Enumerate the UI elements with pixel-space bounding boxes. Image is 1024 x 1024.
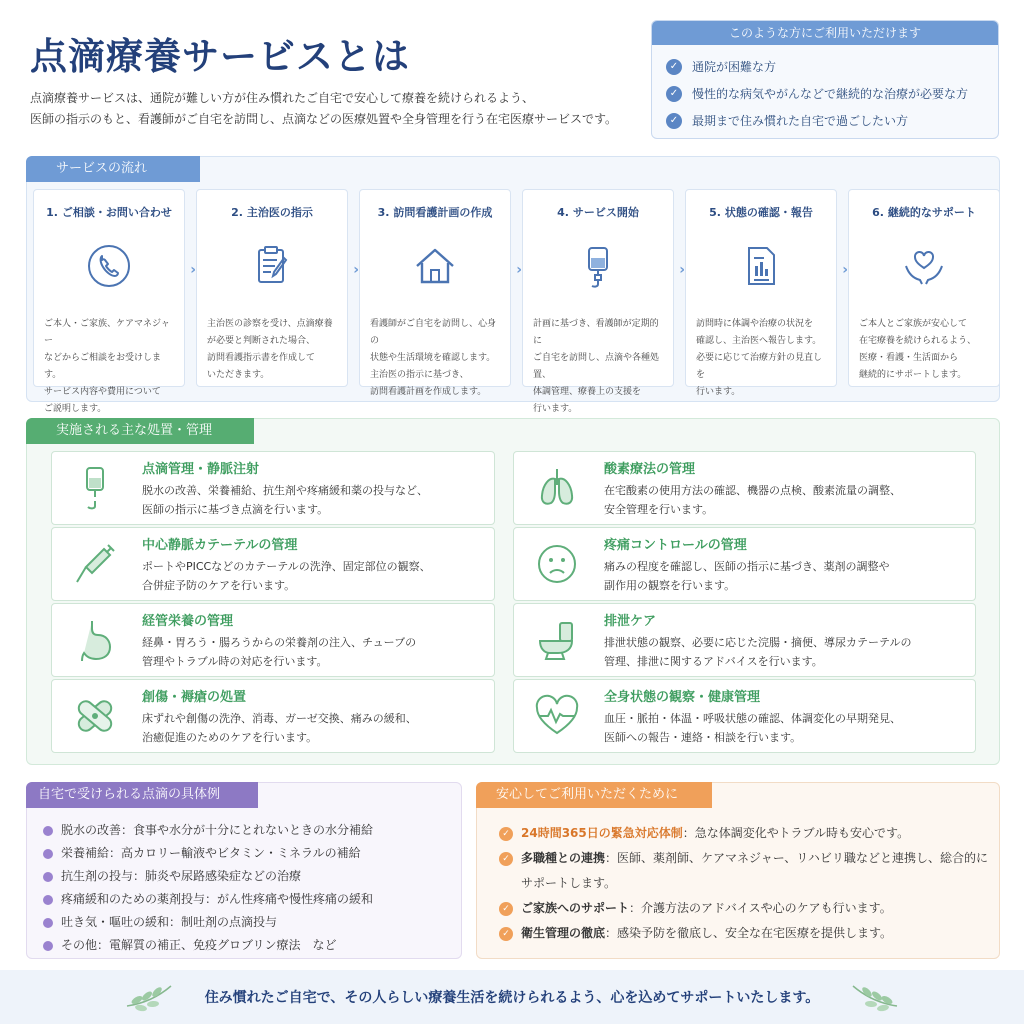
footer-banner	[0, 970, 1024, 1024]
detail-text: ：感染予防を徹底し、安全な在宅医療を提供します。	[605, 926, 893, 940]
step-line: 計画に基づき、看護師が定期的に	[533, 319, 659, 346]
chevron-right-icon: ›	[842, 262, 848, 278]
treatment-description	[142, 709, 417, 747]
step-line: 行います。	[533, 404, 578, 414]
intro-line: 医師の指示のもと、看護師がご自宅を訪問し、点滴などの医療処置や全身管理を行う在宅医療サービスです。	[30, 112, 618, 126]
section-heading: 安心してご利用いただくために	[476, 782, 712, 808]
step-line: ご本人・ご家族、ケアマネジャー	[44, 319, 170, 346]
treatment-card	[513, 679, 976, 753]
treatment-title: 創傷・褥瘡の処置	[142, 689, 247, 705]
section-heading: 実施される主な処置・管理	[26, 418, 254, 444]
step-line: 訪問看護指示書を作成して	[207, 353, 316, 363]
step-description	[360, 316, 510, 401]
treatment-line: 排泄状態の観察、必要に応じた浣腸・摘便、導尿カテーテルの	[604, 635, 912, 649]
treatment-line: 血圧・脈拍・体温・呼吸状態の確認、体調変化の早期発見、	[604, 711, 901, 725]
list-item-label: 疼痛緩和のための薬剤投与：がん性疼痛や慢性疼痛の緩和	[61, 892, 374, 906]
step-line: 在宅療養を続けられるよう、	[859, 336, 977, 346]
check-icon: ✓	[499, 852, 513, 866]
step-line: ご本人とご家族が安心して	[859, 319, 968, 329]
list-item-label: 脱水の改善：食事や水分が十分にとれないときの水分補給	[61, 823, 374, 837]
treatment-description	[604, 709, 901, 747]
treatment-card	[513, 603, 976, 677]
clipboard-icon	[248, 242, 296, 290]
detail-text: ：医師、薬剤師、ケアマネジャー、リハビリ職などと連携し、総合的にサポートします。	[521, 851, 988, 890]
step-title: 5. 状態の確認・報告	[709, 206, 813, 219]
leaf-branch-icon	[123, 980, 177, 1014]
treatment-title: 酸素療法の管理	[604, 461, 696, 477]
step-title: 6. 継続的なサポート	[872, 206, 976, 219]
list-item-label	[521, 921, 892, 946]
step-line: 体調管理、療養上の支援を	[533, 387, 642, 397]
treatment-line: 安全管理を行います。	[604, 502, 714, 516]
treatments-grid	[51, 451, 976, 753]
step-title: 1. ご相談・お問い合わせ	[46, 206, 172, 219]
leaf-branch-icon	[847, 980, 901, 1014]
bullet-icon	[43, 918, 53, 928]
treatment-title: 排泄ケア	[604, 613, 657, 629]
step-description	[686, 316, 836, 401]
flow-step	[685, 189, 848, 397]
treatment-line: ポートやPICCなどのカテーテルの洗浄、固定部位の観察、	[142, 559, 431, 573]
step-title: 3. 訪問看護計画の作成	[377, 206, 493, 219]
list-item-label: 吐き気・嘔吐の緩和：制吐剤の点滴投与	[61, 915, 278, 929]
treatment-card	[51, 451, 495, 525]
step-line: 訪問時に体調や治療の状況を	[696, 319, 814, 329]
page-title: 点滴療養サービスとは	[30, 34, 410, 78]
list-item-label: 抗生剤の投与：肺炎や尿路感染症などの治療	[61, 869, 302, 883]
detail-text: ：介護方法のアドバイスや心のケアも行います。	[629, 901, 892, 915]
syringe-icon	[70, 539, 120, 589]
list-item-label: 栄養補給：高カロリー輸液やビタミン・ミネラルの補給	[61, 846, 361, 860]
examples-list	[43, 819, 373, 957]
treatment-line: 副作用の観察を行います。	[604, 578, 736, 592]
target-users-heading: このような方にご利用いただけます	[652, 21, 998, 45]
treatment-line: 合併症予防のケアを行います。	[142, 578, 296, 592]
detail-text: ：急な体調変化やトラブル時も安心です。	[682, 826, 910, 840]
heartbeat-icon	[532, 691, 582, 741]
emphasis-text: ご家族へのサポート	[521, 901, 630, 915]
flow-steps	[33, 189, 1000, 414]
list-item	[499, 896, 989, 921]
list-item-label: 通院が困難な方	[692, 60, 777, 74]
sad-face-icon	[532, 539, 582, 589]
step-line: 必要に応じて治療方針の見直しを	[696, 353, 823, 380]
treatment-title: 経管栄養の管理	[142, 613, 234, 629]
step-line: ご説明します。	[44, 404, 107, 414]
target-users-list	[652, 45, 998, 134]
intro-text	[30, 88, 630, 130]
treatment-line: 管理やトラブル時の対応を行います。	[142, 654, 328, 668]
treatment-title: 疼痛コントロールの管理	[604, 537, 747, 553]
treatment-description	[142, 633, 416, 671]
treatment-line: 治癒促進のためのケアを行います。	[142, 730, 318, 744]
list-item-label: 最期まで住み慣れた自宅で過ごしたい方	[692, 114, 909, 128]
step-line: 医療・看護・生活面から	[859, 353, 959, 363]
list-item	[43, 865, 373, 888]
bullet-icon	[43, 872, 53, 882]
emphasis-text: 多職種との連携	[521, 851, 606, 865]
treatment-title: 中心静脈カテーテルの管理	[142, 537, 298, 553]
iv-bag-icon	[574, 242, 622, 290]
step-title: 2. 主治医の指示	[231, 206, 313, 219]
flow-step	[848, 189, 1000, 387]
step-line: いただきます。	[207, 370, 270, 380]
bullet-icon	[43, 826, 53, 836]
check-icon: ✓	[666, 113, 682, 129]
house-icon	[411, 242, 459, 290]
flow-step	[33, 189, 196, 414]
service-flow-section	[26, 156, 1000, 414]
footer-message: 住み慣れたご自宅で、その人らしい療養生活を続けられるよう、心を込めてサポートいたします。	[204, 990, 820, 1006]
bandage-icon	[70, 691, 120, 741]
treatment-title: 点滴管理・静脈注射	[142, 461, 260, 477]
report-icon	[737, 242, 785, 290]
step-line: が必要と判断された場合、	[207, 336, 316, 346]
list-item-label	[521, 821, 909, 846]
list-item	[43, 888, 373, 911]
chevron-right-icon: ›	[353, 262, 359, 278]
bullet-icon	[43, 849, 53, 859]
chevron-right-icon: ›	[516, 262, 522, 278]
flow-step	[522, 189, 685, 414]
list-item	[666, 53, 998, 80]
treatment-card	[513, 451, 976, 525]
treatment-title: 全身状態の観察・健康管理	[604, 689, 761, 705]
drip-examples-section	[26, 782, 462, 959]
step-description	[523, 316, 673, 418]
treatment-description	[142, 557, 431, 595]
bullet-icon	[43, 895, 53, 905]
check-icon: ✓	[666, 86, 682, 102]
treatment-line: 医師の指示に基づき点滴を行います。	[142, 502, 329, 516]
step-line: 看護師がご自宅を訪問し、心身の	[370, 319, 497, 346]
check-icon: ✓	[499, 902, 513, 916]
step-line: などからご相談をお受けします。	[44, 353, 162, 380]
step-line: 行います。	[696, 387, 741, 397]
section-heading: サービスの流れ	[26, 156, 200, 182]
check-icon: ✓	[666, 59, 682, 75]
target-users-box	[651, 20, 999, 139]
treatment-description	[604, 633, 911, 671]
bullet-icon	[43, 941, 53, 951]
intro-line: 点滴療養サービスは、通院が難しい方が住み慣れたご自宅で安心して療養を続けられるよう、	[30, 91, 535, 105]
step-line: 主治医の診察を受け、点滴療養	[207, 319, 333, 329]
stomach-icon	[70, 615, 120, 665]
treatment-line: 医師への報告・連絡・相談を行います。	[604, 730, 802, 744]
step-description	[849, 316, 999, 384]
list-item	[499, 921, 989, 946]
treatment-card	[51, 527, 495, 601]
lungs-icon	[532, 463, 582, 513]
step-line: 確認し、主治医へ報告します。	[696, 336, 822, 346]
treatment-card	[51, 679, 495, 753]
treatment-card	[51, 603, 495, 677]
treatment-line: 床ずれや創傷の洗浄、消毒、ガーゼ交換、痛みの緩和、	[142, 711, 417, 725]
check-icon: ✓	[499, 827, 513, 841]
step-line: ご自宅を訪問し、点滴や各種処置、	[533, 353, 660, 380]
treatment-line: 脱水の改善、栄養補給、抗生剤や疼痛緩和薬の投与など、	[142, 483, 428, 497]
safety-section	[476, 782, 1000, 959]
list-item	[43, 842, 373, 865]
list-item-label	[521, 846, 989, 896]
step-line: サービス内容や費用について	[44, 387, 161, 397]
list-item	[43, 911, 373, 934]
step-line: 状態や生活環境を確認します。	[370, 353, 496, 363]
treatment-line: 経鼻・胃ろう・腸ろうからの栄養剤の注入、チューブの	[142, 635, 417, 649]
phone-icon	[85, 242, 133, 290]
treatment-line: 在宅酸素の使用方法の確認、機器の点検、酸素流量の調整、	[604, 483, 901, 497]
treatment-description	[604, 481, 901, 519]
flow-step	[359, 189, 522, 397]
treatment-card	[513, 527, 976, 601]
list-item-label: その他：電解質の補正、免疫グロブリン療法 など	[61, 938, 337, 952]
check-icon: ✓	[499, 927, 513, 941]
safety-list	[499, 821, 989, 946]
emphasis-text: 24時間365日の緊急対応体制	[521, 826, 683, 840]
heart-hands-icon	[900, 242, 948, 290]
list-item	[43, 819, 373, 842]
treatment-line: 痛みの程度を確認し、医師の指示に基づき、薬剤の調整や	[604, 559, 890, 573]
list-item	[666, 80, 998, 107]
treatment-description	[142, 481, 428, 519]
step-description	[34, 316, 184, 418]
emphasis-text: 衛生管理の徹底	[521, 926, 606, 940]
chevron-right-icon: ›	[679, 262, 685, 278]
list-item-label: 慢性的な病気やがんなどで継続的な治療が必要な方	[692, 87, 969, 101]
flow-step	[196, 189, 359, 387]
treatment-line: 管理、排泄に関するアドバイスを行います。	[604, 654, 823, 668]
step-description	[197, 316, 347, 384]
treatment-description	[604, 557, 890, 595]
list-item	[666, 107, 998, 134]
step-line: 主治医の指示に基づき、	[370, 370, 469, 380]
step-title: 4. サービス開始	[557, 206, 639, 219]
list-item	[43, 934, 373, 957]
chevron-right-icon: ›	[190, 262, 196, 278]
step-line: 訪問看護計画を作成します。	[370, 387, 487, 397]
list-item	[499, 821, 989, 846]
iv-drip-icon	[70, 463, 120, 513]
list-item	[499, 846, 989, 896]
step-line: 継続的にサポートします。	[859, 370, 967, 380]
toilet-icon	[532, 615, 582, 665]
treatments-section	[26, 418, 1000, 765]
section-heading: 自宅で受けられる点滴の具体例	[26, 782, 258, 808]
list-item-label	[521, 896, 892, 921]
